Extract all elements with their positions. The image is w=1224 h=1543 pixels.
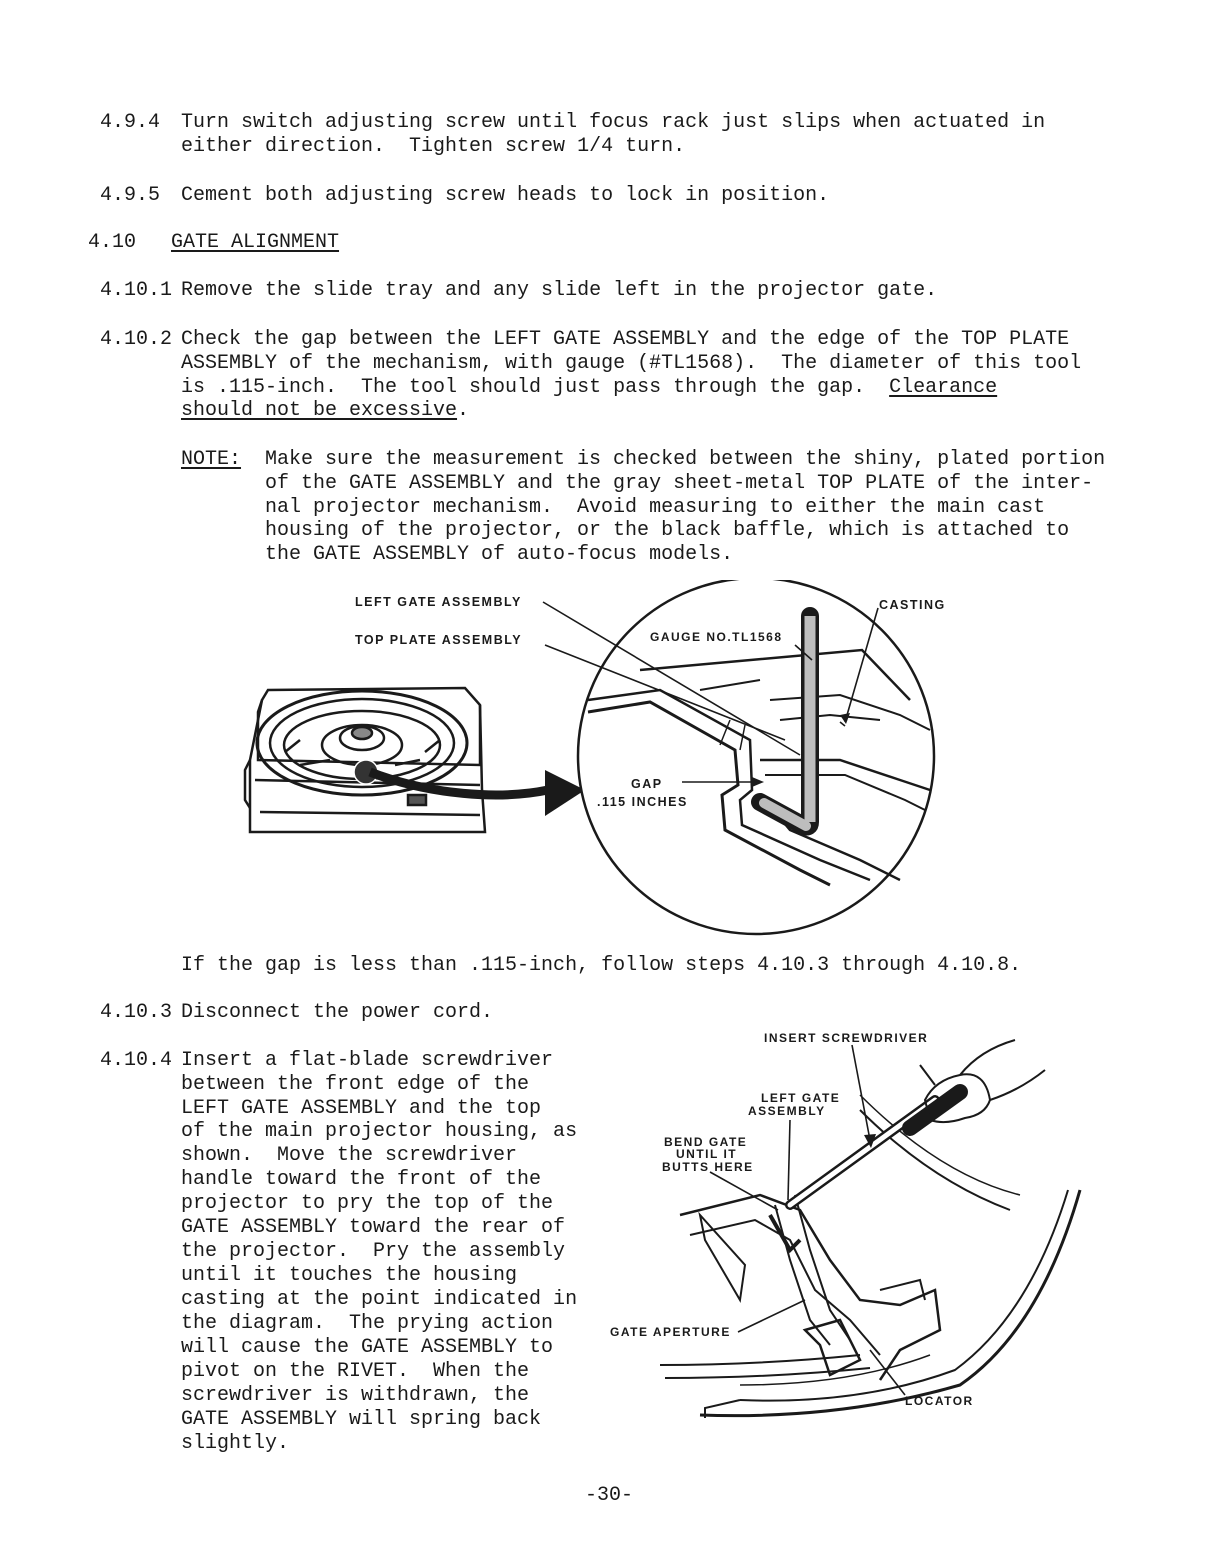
label-insert-screwdriver: INSERT SCREWDRIVER — [764, 1031, 929, 1045]
paragraph-line: shown. Move the screwdriver — [181, 1144, 518, 1167]
paragraph-line — [181, 376, 997, 400]
paragraph-line: either direction. Tighten screw 1/4 turn. — [181, 135, 686, 158]
section-title: GATE ALIGNMENT — [171, 231, 340, 254]
paragraph-line: pivot on the RIVET. When the — [181, 1360, 530, 1383]
projector-illustration — [245, 688, 485, 832]
section-number: 4.9.5 — [100, 184, 161, 207]
paragraph-line: the projector. Pry the assembly — [181, 1240, 566, 1263]
label-left-gate: LEFT GATE ASSEMBLY — [355, 595, 522, 609]
paragraph-text: . — [457, 399, 470, 422]
emphasis-text: Clearance — [889, 376, 998, 399]
screwdriver-diagram — [600, 1020, 1100, 1440]
paragraph-line: Disconnect the power cord. — [181, 1001, 494, 1024]
note-line: housing of the projector, or the black baffle, which is attached to — [265, 519, 1070, 542]
section-number: 4.10 — [88, 231, 137, 254]
paragraph-line: Check the gap between the LEFT GATE ASSEMBLY and the edge of the TOP PLATE — [181, 328, 1070, 351]
paragraph-line: projector to pry the top of the — [181, 1192, 554, 1215]
paragraph-line: GATE ASSEMBLY will spring back — [181, 1408, 542, 1431]
label-gate-aperture: GATE APERTURE — [610, 1325, 731, 1339]
label-top-plate: TOP PLATE ASSEMBLY — [355, 633, 523, 647]
note-line: nal projector mechanism. Avoid measuring to either the main cast — [265, 496, 1046, 519]
label-bend-gate: UNTIL IT — [676, 1147, 738, 1161]
label-left-gate: LEFT GATE — [761, 1091, 841, 1105]
paragraph-line: until it touches the housing — [181, 1264, 518, 1287]
paragraph-line: will cause the GATE ASSEMBLY to — [181, 1336, 554, 1359]
note-line: of the GATE ASSEMBLY and the gray sheet-metal TOP PLATE of the inter- — [265, 472, 1094, 495]
section-number: 4.9.4 — [100, 111, 161, 134]
paragraph-line: screwdriver is withdrawn, the — [181, 1384, 530, 1407]
paragraph-text: is .115-inch. The tool should just pass through the gap. — [181, 376, 890, 399]
label-locator: LOCATOR — [905, 1394, 974, 1408]
label-left-gate: ASSEMBLY — [748, 1104, 826, 1118]
paragraph-line: Turn switch adjusting screw until focus rack just slips when actuated in — [181, 111, 1046, 134]
label-bend-gate: BUTTS HERE — [662, 1160, 754, 1174]
label-casting: CASTING — [879, 598, 946, 612]
instruction-line: If the gap is less than .115-inch, follow steps 4.10.3 through 4.10.8. — [181, 954, 1022, 977]
page-number: -30- — [585, 1484, 634, 1507]
paragraph-line: handle toward the front of the — [181, 1168, 542, 1191]
paragraph-line: of the main projector housing, as — [181, 1120, 578, 1143]
paragraph-line: Insert a flat-blade screwdriver — [181, 1049, 554, 1072]
section-number: 4.10.3 — [100, 1001, 173, 1024]
section-number: 4.10.1 — [100, 279, 173, 302]
label-gap: GAP — [631, 777, 663, 791]
paragraph-line: the diagram. The prying action — [181, 1312, 554, 1335]
label-gap-size: .115 INCHES — [597, 795, 688, 809]
label-gauge: GAUGE NO.TL1568 — [650, 630, 783, 644]
paragraph-line: casting at the point indicated in — [181, 1288, 578, 1311]
note-line: Make sure the measurement is checked between the shiny, plated portion — [265, 448, 1106, 471]
paragraph-line: ASSEMBLY of the mechanism, with gauge (#TL1568). The diameter of this tool — [181, 352, 1082, 375]
emphasis-text: should not be excessive — [181, 399, 458, 422]
paragraph-line — [181, 399, 469, 423]
paragraph-line: Remove the slide tray and any slide left in the projector gate. — [181, 279, 938, 302]
note-line: the GATE ASSEMBLY of auto-focus models. — [265, 543, 734, 566]
note-label: NOTE: — [181, 448, 242, 471]
gate-gap-diagram — [240, 580, 960, 940]
paragraph-line: between the front edge of the — [181, 1073, 530, 1096]
section-number: 4.10.4 — [100, 1049, 173, 1072]
paragraph-line: slightly. — [181, 1432, 290, 1455]
paragraph-line: Cement both adjusting screw heads to lock in position. — [181, 184, 830, 207]
label-bend-gate: BEND GATE — [664, 1135, 748, 1149]
paragraph-line: GATE ASSEMBLY toward the rear of — [181, 1216, 566, 1239]
section-number: 4.10.2 — [100, 328, 173, 351]
paragraph-line: LEFT GATE ASSEMBLY and the top — [181, 1097, 542, 1120]
